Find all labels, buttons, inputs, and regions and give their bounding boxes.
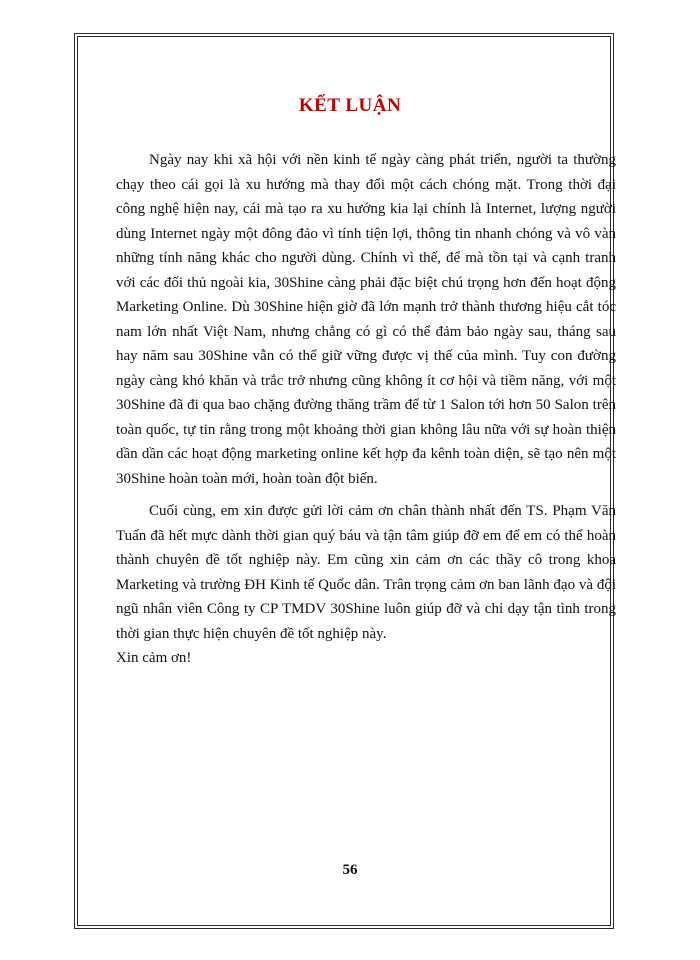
paragraph-acknowledgement: Cuối cùng, em xin được gửi lời cảm ơn chân thành nhất đến TS. Phạm Văn Tuấn đã hết mực dành thời gian quý báu và tận tâm giúp đỡ em để em có thể hoàn thành chuyên đề tốt nghiệp này. Em cũng xin cảm ơn các thầy cô trong khoa Marketing và trường ĐH Kinh tế Quốc dân. Trân trọng cảm ơn ban lãnh đạo và đội ngũ nhân viên Công ty CP TMDV 30Shine luôn giúp đỡ và chỉ dạy tận tình trong thời gian thực hiện chuyên đề tốt nghiệp này. (116, 503, 616, 642)
page-number: 56 (342, 862, 358, 878)
document-body (116, 148, 616, 671)
closing-line: Xin cảm ơn! (116, 650, 192, 666)
page-title: KẾT LUẬN (298, 95, 402, 116)
paragraph-conclusion: Ngày nay khi xã hội với nền kinh tế ngày càng phát triển, người ta thường chạy theo cái gọi là xu hướng mà thay đổi một cách chóng mặt. Trong thời đại công nghệ hiện nay, cái mà tạo ra xu hướng kia lại chính là Internet, lượng người dùng Internet ngày một đông đảo vì tính tiện lợi, thông tin nhanh chóng và vô vàn những tính năng khác cho người dùng. Chính vì thế, để mà tồn tại và cạnh tranh với các đối thủ ngoài kia, 30Shine càng phải đặc biệt chú trọng hơn đến hoạt động Marketing Online. Dù 30Shine hiện giờ đã lớn mạnh trở thành thương hiệu cắt tóc nam lớn nhất Việt Nam, nhưng chẳng có gì có thể đảm bảo ngày sau, tháng sau hay năm sau 30Shine vẫn có thể giữ vững được vị thế của mình. Tuy con đường ngày càng khó khăn và trắc trở nhưng cũng không ít cơ hội và tiềm năng, với một 30Shine đã đi qua bao chặng đường thăng trầm để từ 1 Salon tới hơn 50 Salon trên toàn quốc, tự tin rằng trong một khoảng thời gian không lâu nữa với sự hoàn thiện dần dần các hoạt động marketing online kết hợp đa kênh toàn diện, sẽ tạo nên một 30Shine hoàn toàn mới, hoàn toàn đột biến. (116, 152, 616, 487)
